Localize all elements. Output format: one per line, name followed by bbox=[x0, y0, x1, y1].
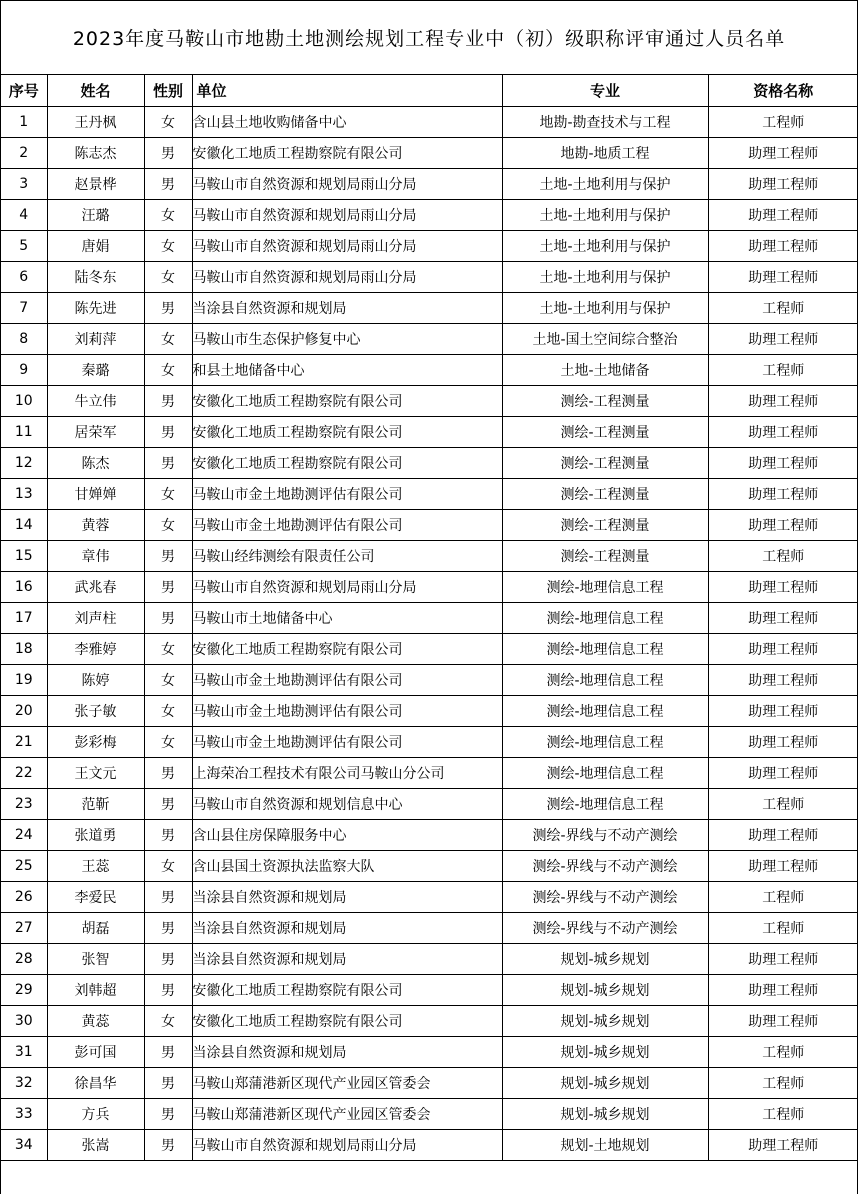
cell-qualification: 助理工程师 bbox=[708, 695, 858, 726]
cell-unit: 马鞍山市金土地勘测评估有限公司 bbox=[192, 478, 502, 509]
cell-unit: 安徽化工地质工程勘察院有限公司 bbox=[192, 1005, 502, 1036]
cell-unit: 马鞍山郑蒲港新区现代产业园区管委会 bbox=[192, 1067, 502, 1098]
cell-sex: 女 bbox=[144, 509, 192, 540]
cell-name: 居荣军 bbox=[47, 416, 144, 447]
cell-name: 武兆春 bbox=[47, 571, 144, 602]
cell-no: 10 bbox=[1, 385, 47, 416]
cell-qualification: 助理工程师 bbox=[708, 261, 858, 292]
table-row bbox=[1, 850, 858, 881]
table-row bbox=[1, 447, 858, 478]
cell-major: 测绘-界线与不动产测绘 bbox=[502, 881, 708, 912]
title-bar bbox=[1, 1, 857, 75]
cell-unit: 马鞍山市自然资源和规划信息中心 bbox=[192, 788, 502, 819]
cell-major: 测绘-地理信息工程 bbox=[502, 757, 708, 788]
cell-no: 5 bbox=[1, 230, 47, 261]
cell-sex: 男 bbox=[144, 1129, 192, 1160]
cell-name: 黄蓉 bbox=[47, 509, 144, 540]
cell-qualification: 助理工程师 bbox=[708, 757, 858, 788]
cell-unit: 马鞍山市自然资源和规划局雨山分局 bbox=[192, 230, 502, 261]
cell-unit: 安徽化工地质工程勘察院有限公司 bbox=[192, 633, 502, 664]
cell-qualification: 助理工程师 bbox=[708, 974, 858, 1005]
table-row bbox=[1, 106, 858, 137]
cell-name: 甘婵婵 bbox=[47, 478, 144, 509]
cell-no: 16 bbox=[1, 571, 47, 602]
cell-no: 6 bbox=[1, 261, 47, 292]
cell-name: 王蕊 bbox=[47, 850, 144, 881]
table-row bbox=[1, 602, 858, 633]
cell-sex: 男 bbox=[144, 540, 192, 571]
cell-unit: 马鞍山市自然资源和规划局雨山分局 bbox=[192, 168, 502, 199]
cell-name: 刘莉萍 bbox=[47, 323, 144, 354]
cell-sex: 男 bbox=[144, 292, 192, 323]
cell-name: 方兵 bbox=[47, 1098, 144, 1129]
cell-major: 测绘-界线与不动产测绘 bbox=[502, 819, 708, 850]
cell-no: 29 bbox=[1, 974, 47, 1005]
cell-no: 33 bbox=[1, 1098, 47, 1129]
cell-qualification: 助理工程师 bbox=[708, 447, 858, 478]
table-row bbox=[1, 137, 858, 168]
cell-unit: 安徽化工地质工程勘察院有限公司 bbox=[192, 416, 502, 447]
table-row bbox=[1, 168, 858, 199]
cell-no: 1 bbox=[1, 106, 47, 137]
cell-major: 测绘-界线与不动产测绘 bbox=[502, 850, 708, 881]
header-name: 姓名 bbox=[47, 75, 144, 106]
cell-major: 规划-城乡规划 bbox=[502, 943, 708, 974]
cell-qualification: 工程师 bbox=[708, 1098, 858, 1129]
cell-sex: 女 bbox=[144, 664, 192, 695]
cell-no: 15 bbox=[1, 540, 47, 571]
cell-no: 2 bbox=[1, 137, 47, 168]
cell-unit: 马鞍山市金土地勘测评估有限公司 bbox=[192, 509, 502, 540]
table-row bbox=[1, 1098, 858, 1129]
cell-name: 彭彩梅 bbox=[47, 726, 144, 757]
cell-name: 彭可国 bbox=[47, 1036, 144, 1067]
cell-name: 张嵩 bbox=[47, 1129, 144, 1160]
cell-major: 土地-土地利用与保护 bbox=[502, 292, 708, 323]
cell-major: 测绘-工程测量 bbox=[502, 447, 708, 478]
cell-name: 李爱民 bbox=[47, 881, 144, 912]
cell-name: 刘韩超 bbox=[47, 974, 144, 1005]
header-row bbox=[1, 75, 858, 106]
cell-unit: 马鞍山市金土地勘测评估有限公司 bbox=[192, 695, 502, 726]
cell-sex: 男 bbox=[144, 788, 192, 819]
cell-qualification: 工程师 bbox=[708, 881, 858, 912]
cell-unit: 当涂县自然资源和规划局 bbox=[192, 292, 502, 323]
cell-name: 李雅婷 bbox=[47, 633, 144, 664]
table-row bbox=[1, 881, 858, 912]
cell-sex: 男 bbox=[144, 385, 192, 416]
cell-no: 26 bbox=[1, 881, 47, 912]
cell-qualification: 助理工程师 bbox=[708, 509, 858, 540]
cell-qualification: 助理工程师 bbox=[708, 230, 858, 261]
cell-sex: 男 bbox=[144, 447, 192, 478]
cell-unit: 马鞍山市自然资源和规划局雨山分局 bbox=[192, 261, 502, 292]
cell-unit: 马鞍山市自然资源和规划局雨山分局 bbox=[192, 199, 502, 230]
cell-major: 土地-土地利用与保护 bbox=[502, 261, 708, 292]
cell-no: 12 bbox=[1, 447, 47, 478]
cell-major: 测绘-地理信息工程 bbox=[502, 602, 708, 633]
cell-major: 测绘-工程测量 bbox=[502, 540, 708, 571]
table-row bbox=[1, 509, 858, 540]
table-row bbox=[1, 974, 858, 1005]
cell-name: 黄蕊 bbox=[47, 1005, 144, 1036]
cell-name: 张智 bbox=[47, 943, 144, 974]
table-row bbox=[1, 354, 858, 385]
cell-major: 土地-土地利用与保护 bbox=[502, 168, 708, 199]
cell-qualification: 助理工程师 bbox=[708, 385, 858, 416]
cell-unit: 当涂县自然资源和规划局 bbox=[192, 912, 502, 943]
cell-no: 14 bbox=[1, 509, 47, 540]
table-row bbox=[1, 726, 858, 757]
cell-sex: 女 bbox=[144, 850, 192, 881]
table-row bbox=[1, 1129, 858, 1160]
cell-qualification: 助理工程师 bbox=[708, 602, 858, 633]
cell-qualification: 助理工程师 bbox=[708, 571, 858, 602]
cell-qualification: 工程师 bbox=[708, 1036, 858, 1067]
cell-no: 3 bbox=[1, 168, 47, 199]
cell-no: 34 bbox=[1, 1129, 47, 1160]
cell-qualification: 工程师 bbox=[708, 540, 858, 571]
cell-qualification: 助理工程师 bbox=[708, 168, 858, 199]
cell-no: 23 bbox=[1, 788, 47, 819]
header-major: 专业 bbox=[502, 75, 708, 106]
table-row bbox=[1, 1067, 858, 1098]
cell-qualification: 助理工程师 bbox=[708, 664, 858, 695]
cell-qualification: 工程师 bbox=[708, 912, 858, 943]
cell-major: 测绘-地理信息工程 bbox=[502, 695, 708, 726]
cell-major: 土地-土地储备 bbox=[502, 354, 708, 385]
cell-qualification: 工程师 bbox=[708, 106, 858, 137]
cell-qualification: 工程师 bbox=[708, 788, 858, 819]
cell-unit: 当涂县自然资源和规划局 bbox=[192, 1036, 502, 1067]
table-row bbox=[1, 1036, 858, 1067]
cell-major: 测绘-地理信息工程 bbox=[502, 788, 708, 819]
cell-major: 地勘-地质工程 bbox=[502, 137, 708, 168]
cell-sex: 女 bbox=[144, 1005, 192, 1036]
cell-sex: 男 bbox=[144, 416, 192, 447]
cell-name: 范靳 bbox=[47, 788, 144, 819]
cell-no: 13 bbox=[1, 478, 47, 509]
header-qualification: 资格名称 bbox=[708, 75, 858, 106]
cell-name: 陈先进 bbox=[47, 292, 144, 323]
table-row bbox=[1, 633, 858, 664]
cell-name: 汪璐 bbox=[47, 199, 144, 230]
cell-major: 地勘-勘查技术与工程 bbox=[502, 106, 708, 137]
cell-unit: 马鞍山市土地储备中心 bbox=[192, 602, 502, 633]
table-row bbox=[1, 1005, 858, 1036]
cell-name: 王文元 bbox=[47, 757, 144, 788]
cell-name: 陈志杰 bbox=[47, 137, 144, 168]
cell-unit: 当涂县自然资源和规划局 bbox=[192, 881, 502, 912]
table-row bbox=[1, 788, 858, 819]
cell-major: 测绘-界线与不动产测绘 bbox=[502, 912, 708, 943]
cell-no: 22 bbox=[1, 757, 47, 788]
cell-unit: 安徽化工地质工程勘察院有限公司 bbox=[192, 137, 502, 168]
cell-sex: 男 bbox=[144, 912, 192, 943]
cell-qualification: 助理工程师 bbox=[708, 819, 858, 850]
table-row bbox=[1, 416, 858, 447]
cell-unit: 上海荣冶工程技术有限公司马鞍山分公司 bbox=[192, 757, 502, 788]
cell-no: 19 bbox=[1, 664, 47, 695]
cell-no: 25 bbox=[1, 850, 47, 881]
cell-major: 测绘-地理信息工程 bbox=[502, 571, 708, 602]
cell-qualification: 工程师 bbox=[708, 292, 858, 323]
cell-major: 土地-土地利用与保护 bbox=[502, 230, 708, 261]
cell-name: 唐娟 bbox=[47, 230, 144, 261]
table-row bbox=[1, 664, 858, 695]
cell-name: 徐昌华 bbox=[47, 1067, 144, 1098]
cell-sex: 男 bbox=[144, 881, 192, 912]
roster-body bbox=[1, 106, 858, 1160]
cell-sex: 男 bbox=[144, 974, 192, 1005]
table-row bbox=[1, 943, 858, 974]
header-unit: 单位 bbox=[192, 75, 502, 106]
cell-sex: 女 bbox=[144, 323, 192, 354]
cell-unit: 安徽化工地质工程勘察院有限公司 bbox=[192, 385, 502, 416]
cell-unit: 马鞍山市生态保护修复中心 bbox=[192, 323, 502, 354]
cell-name: 陆冬东 bbox=[47, 261, 144, 292]
table-row bbox=[1, 230, 858, 261]
cell-major: 规划-城乡规划 bbox=[502, 1067, 708, 1098]
table-row bbox=[1, 695, 858, 726]
cell-name: 章伟 bbox=[47, 540, 144, 571]
cell-unit: 和县土地储备中心 bbox=[192, 354, 502, 385]
cell-major: 测绘-工程测量 bbox=[502, 416, 708, 447]
cell-unit: 含山县国土资源执法监察大队 bbox=[192, 850, 502, 881]
cell-sex: 男 bbox=[144, 1036, 192, 1067]
cell-qualification: 助理工程师 bbox=[708, 199, 858, 230]
cell-qualification: 助理工程师 bbox=[708, 726, 858, 757]
cell-unit: 马鞍山市金土地勘测评估有限公司 bbox=[192, 664, 502, 695]
cell-major: 测绘-地理信息工程 bbox=[502, 633, 708, 664]
cell-unit: 安徽化工地质工程勘察院有限公司 bbox=[192, 974, 502, 1005]
cell-no: 27 bbox=[1, 912, 47, 943]
table-row bbox=[1, 261, 858, 292]
header-no: 序号 bbox=[1, 75, 47, 106]
cell-no: 17 bbox=[1, 602, 47, 633]
cell-qualification: 助理工程师 bbox=[708, 478, 858, 509]
cell-name: 刘声柱 bbox=[47, 602, 144, 633]
cell-unit: 马鞍山市金土地勘测评估有限公司 bbox=[192, 726, 502, 757]
cell-name: 陈婷 bbox=[47, 664, 144, 695]
cell-no: 30 bbox=[1, 1005, 47, 1036]
cell-no: 32 bbox=[1, 1067, 47, 1098]
table-row bbox=[1, 199, 858, 230]
cell-unit: 马鞍山市自然资源和规划局雨山分局 bbox=[192, 571, 502, 602]
cell-major: 测绘-工程测量 bbox=[502, 478, 708, 509]
cell-qualification: 助理工程师 bbox=[708, 416, 858, 447]
cell-no: 31 bbox=[1, 1036, 47, 1067]
cell-major: 测绘-地理信息工程 bbox=[502, 664, 708, 695]
cell-major: 规划-土地规划 bbox=[502, 1129, 708, 1160]
cell-major: 规划-城乡规划 bbox=[502, 1005, 708, 1036]
cell-unit: 马鞍山经纬测绘有限责任公司 bbox=[192, 540, 502, 571]
cell-sex: 女 bbox=[144, 106, 192, 137]
roster-table bbox=[1, 75, 858, 1161]
cell-no: 7 bbox=[1, 292, 47, 323]
table-row bbox=[1, 385, 858, 416]
cell-major: 规划-城乡规划 bbox=[502, 974, 708, 1005]
cell-unit: 含山县土地收购储备中心 bbox=[192, 106, 502, 137]
table-row bbox=[1, 571, 858, 602]
cell-name: 赵景桦 bbox=[47, 168, 144, 199]
cell-no: 20 bbox=[1, 695, 47, 726]
cell-no: 18 bbox=[1, 633, 47, 664]
cell-no: 21 bbox=[1, 726, 47, 757]
cell-sex: 男 bbox=[144, 168, 192, 199]
cell-sex: 男 bbox=[144, 1067, 192, 1098]
cell-qualification: 助理工程师 bbox=[708, 323, 858, 354]
cell-no: 4 bbox=[1, 199, 47, 230]
cell-sex: 女 bbox=[144, 354, 192, 385]
cell-qualification: 助理工程师 bbox=[708, 850, 858, 881]
cell-no: 11 bbox=[1, 416, 47, 447]
cell-major: 测绘-地理信息工程 bbox=[502, 726, 708, 757]
cell-sex: 女 bbox=[144, 261, 192, 292]
cell-unit: 含山县住房保障服务中心 bbox=[192, 819, 502, 850]
cell-major: 测绘-工程测量 bbox=[502, 509, 708, 540]
cell-name: 陈杰 bbox=[47, 447, 144, 478]
cell-qualification: 工程师 bbox=[708, 1067, 858, 1098]
cell-no: 8 bbox=[1, 323, 47, 354]
table-row bbox=[1, 912, 858, 943]
cell-sex: 女 bbox=[144, 633, 192, 664]
cell-major: 土地-土地利用与保护 bbox=[502, 199, 708, 230]
cell-sex: 男 bbox=[144, 943, 192, 974]
table-row bbox=[1, 323, 858, 354]
cell-qualification: 工程师 bbox=[708, 354, 858, 385]
table-row bbox=[1, 757, 858, 788]
cell-major: 规划-城乡规划 bbox=[502, 1098, 708, 1129]
cell-sex: 女 bbox=[144, 230, 192, 261]
cell-name: 牛立伟 bbox=[47, 385, 144, 416]
cell-sex: 女 bbox=[144, 726, 192, 757]
cell-sex: 男 bbox=[144, 571, 192, 602]
cell-unit: 马鞍山郑蒲港新区现代产业园区管委会 bbox=[192, 1098, 502, 1129]
document-title: 2023年度马鞍山市地勘土地测绘规划工程专业中（初）级职称评审通过人员名单 bbox=[72, 28, 786, 50]
cell-unit: 当涂县自然资源和规划局 bbox=[192, 943, 502, 974]
cell-no: 28 bbox=[1, 943, 47, 974]
table-row bbox=[1, 478, 858, 509]
cell-qualification: 助理工程师 bbox=[708, 1005, 858, 1036]
cell-sex: 女 bbox=[144, 478, 192, 509]
cell-sex: 男 bbox=[144, 602, 192, 633]
cell-name: 张道勇 bbox=[47, 819, 144, 850]
cell-unit: 安徽化工地质工程勘察院有限公司 bbox=[192, 447, 502, 478]
cell-sex: 男 bbox=[144, 137, 192, 168]
cell-name: 胡磊 bbox=[47, 912, 144, 943]
cell-name: 秦璐 bbox=[47, 354, 144, 385]
cell-sex: 男 bbox=[144, 757, 192, 788]
cell-qualification: 助理工程师 bbox=[708, 137, 858, 168]
cell-unit: 马鞍山市自然资源和规划局雨山分局 bbox=[192, 1129, 502, 1160]
cell-no: 9 bbox=[1, 354, 47, 385]
table-row bbox=[1, 819, 858, 850]
cell-major: 土地-国土空间综合整治 bbox=[502, 323, 708, 354]
cell-sex: 男 bbox=[144, 819, 192, 850]
cell-sex: 女 bbox=[144, 199, 192, 230]
cell-major: 规划-城乡规划 bbox=[502, 1036, 708, 1067]
table-row bbox=[1, 540, 858, 571]
cell-qualification: 助理工程师 bbox=[708, 1129, 858, 1160]
cell-qualification: 助理工程师 bbox=[708, 943, 858, 974]
cell-no: 24 bbox=[1, 819, 47, 850]
cell-sex: 男 bbox=[144, 1098, 192, 1129]
cell-major: 测绘-工程测量 bbox=[502, 385, 708, 416]
header-sex: 性别 bbox=[144, 75, 192, 106]
cell-sex: 女 bbox=[144, 695, 192, 726]
cell-name: 王丹枫 bbox=[47, 106, 144, 137]
cell-name: 张子敏 bbox=[47, 695, 144, 726]
cell-qualification: 助理工程师 bbox=[708, 633, 858, 664]
table-row bbox=[1, 292, 858, 323]
